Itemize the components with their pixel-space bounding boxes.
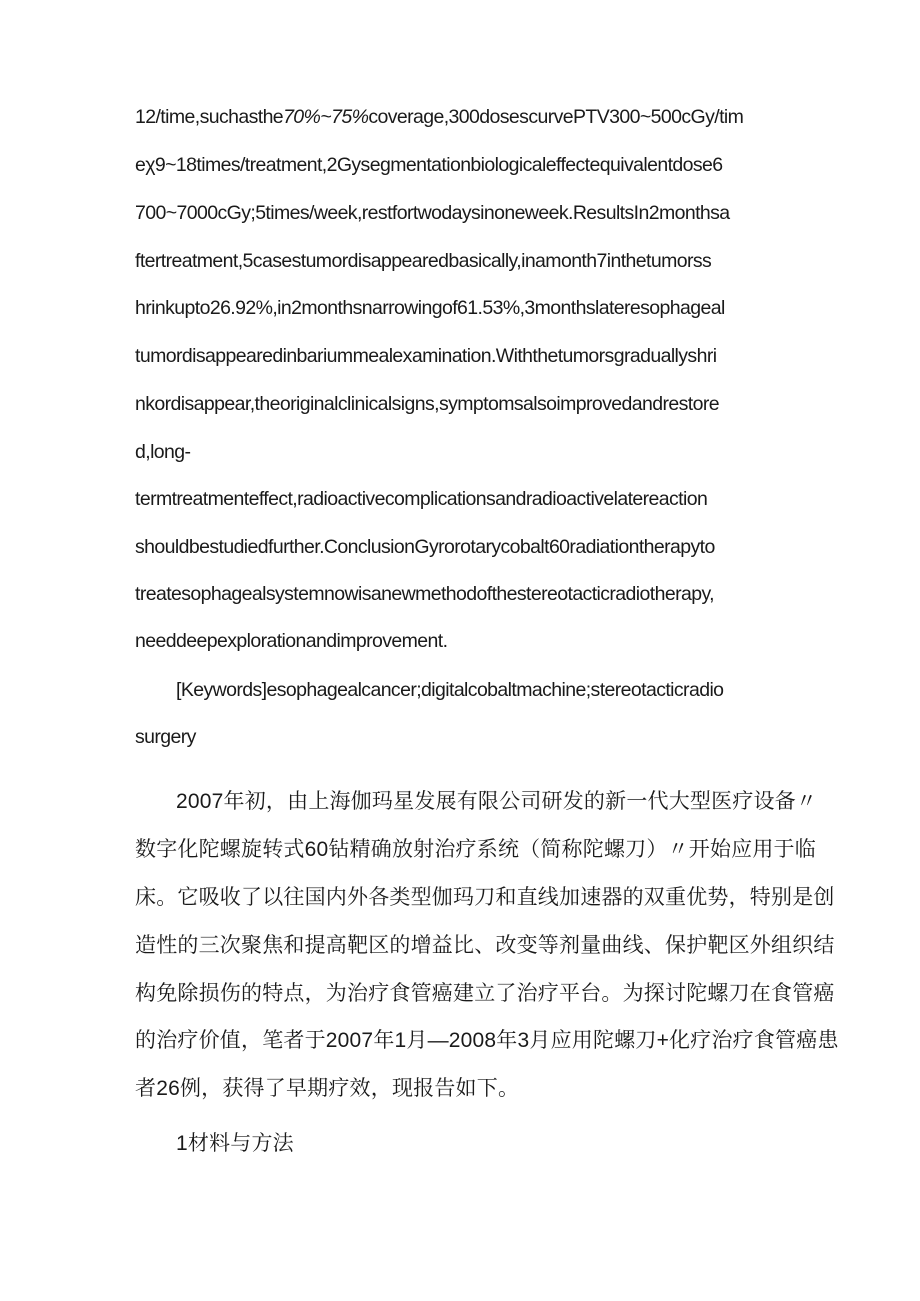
abstract-line-10: shouldbestudiedfurther.ConclusionGyrorotarycobalt60radiationtherapyto — [135, 536, 715, 558]
intro-line-3: 床。它吸收了以往国内外各类型伽玛刀和直线加速器的双重优势，特别是创 — [135, 886, 835, 909]
abstract-line-8: d,long- — [135, 441, 191, 463]
section-heading: 1材料与方法 — [176, 1132, 294, 1155]
keywords-line-1: [Keywords]esophagealcancer;digitalcobaltmachine;stereotacticradio — [176, 679, 724, 701]
intro-line-4: 造性的三次聚焦和提高靶区的增益比、改变等剂量曲线、保护靶区外组织结 — [135, 934, 835, 957]
abstract-line-5: hrinkupto26.92%,in2monthsnarrowingof61.53%,3monthslateresophageal — [135, 297, 725, 319]
abstract-line-11: treatesophagealsystemnowisanewmethodofthestereotacticradiotherapy, — [135, 583, 714, 605]
intro-line-6: 的治疗价值，笔者于2007年1月—2008年3月应用陀螺刀+化疗治疗食管癌患 — [135, 1029, 839, 1052]
abstract-line-1-pre: 12/time,suchasthe — [135, 106, 284, 128]
abstract-line-9: termtreatmenteffect,radioactivecomplicationsandradioactivelatereaction — [135, 488, 708, 510]
intro-line-1: 2007年初，由上海伽玛星发展有限公司研发的新一代大型医疗设备〃 — [176, 790, 818, 813]
abstract-line-2: eχ9~18times/treatment,2Gysegmentationbiologicaleffectequivalentdose6 — [135, 154, 723, 176]
abstract-line-12: needdeepexplorationandimprovement. — [135, 630, 448, 652]
abstract-line-4: ftertreatment,5casestumordisappearedbasically,inamonth7inthetumorss — [135, 250, 712, 272]
coverage-range-italic: 70%~75% — [283, 106, 369, 128]
abstract-line-1-post: coverage,300dosescurvePTV300~500cGy/tim — [368, 106, 744, 128]
intro-line-7: 者26例，获得了早期疗效，现报告如下。 — [135, 1077, 520, 1100]
intro-line-2: 数字化陀螺旋转式60钻精确放射治疗系统（简称陀螺刀）〃开始应用于临 — [135, 838, 816, 861]
abstract-line-3: 700~7000cGy;5times/week,restfortwodaysinoneweek.ResultsIn2monthsa — [135, 202, 730, 224]
abstract-line-6: tumordisappearedinbariummealexamination.Withthetumorsgraduallyshri — [135, 345, 717, 367]
abstract-line-1 — [135, 104, 795, 130]
keywords-line-2: surgery — [135, 726, 196, 748]
abstract-line-7: nkordisappear,theoriginalclinicalsigns,symptomsalsoimprovedandrestore — [135, 393, 720, 415]
intro-line-5: 构免除损伤的特点，为治疗食管癌建立了治疗平台。为探讨陀螺刀在食管癌 — [135, 982, 835, 1005]
